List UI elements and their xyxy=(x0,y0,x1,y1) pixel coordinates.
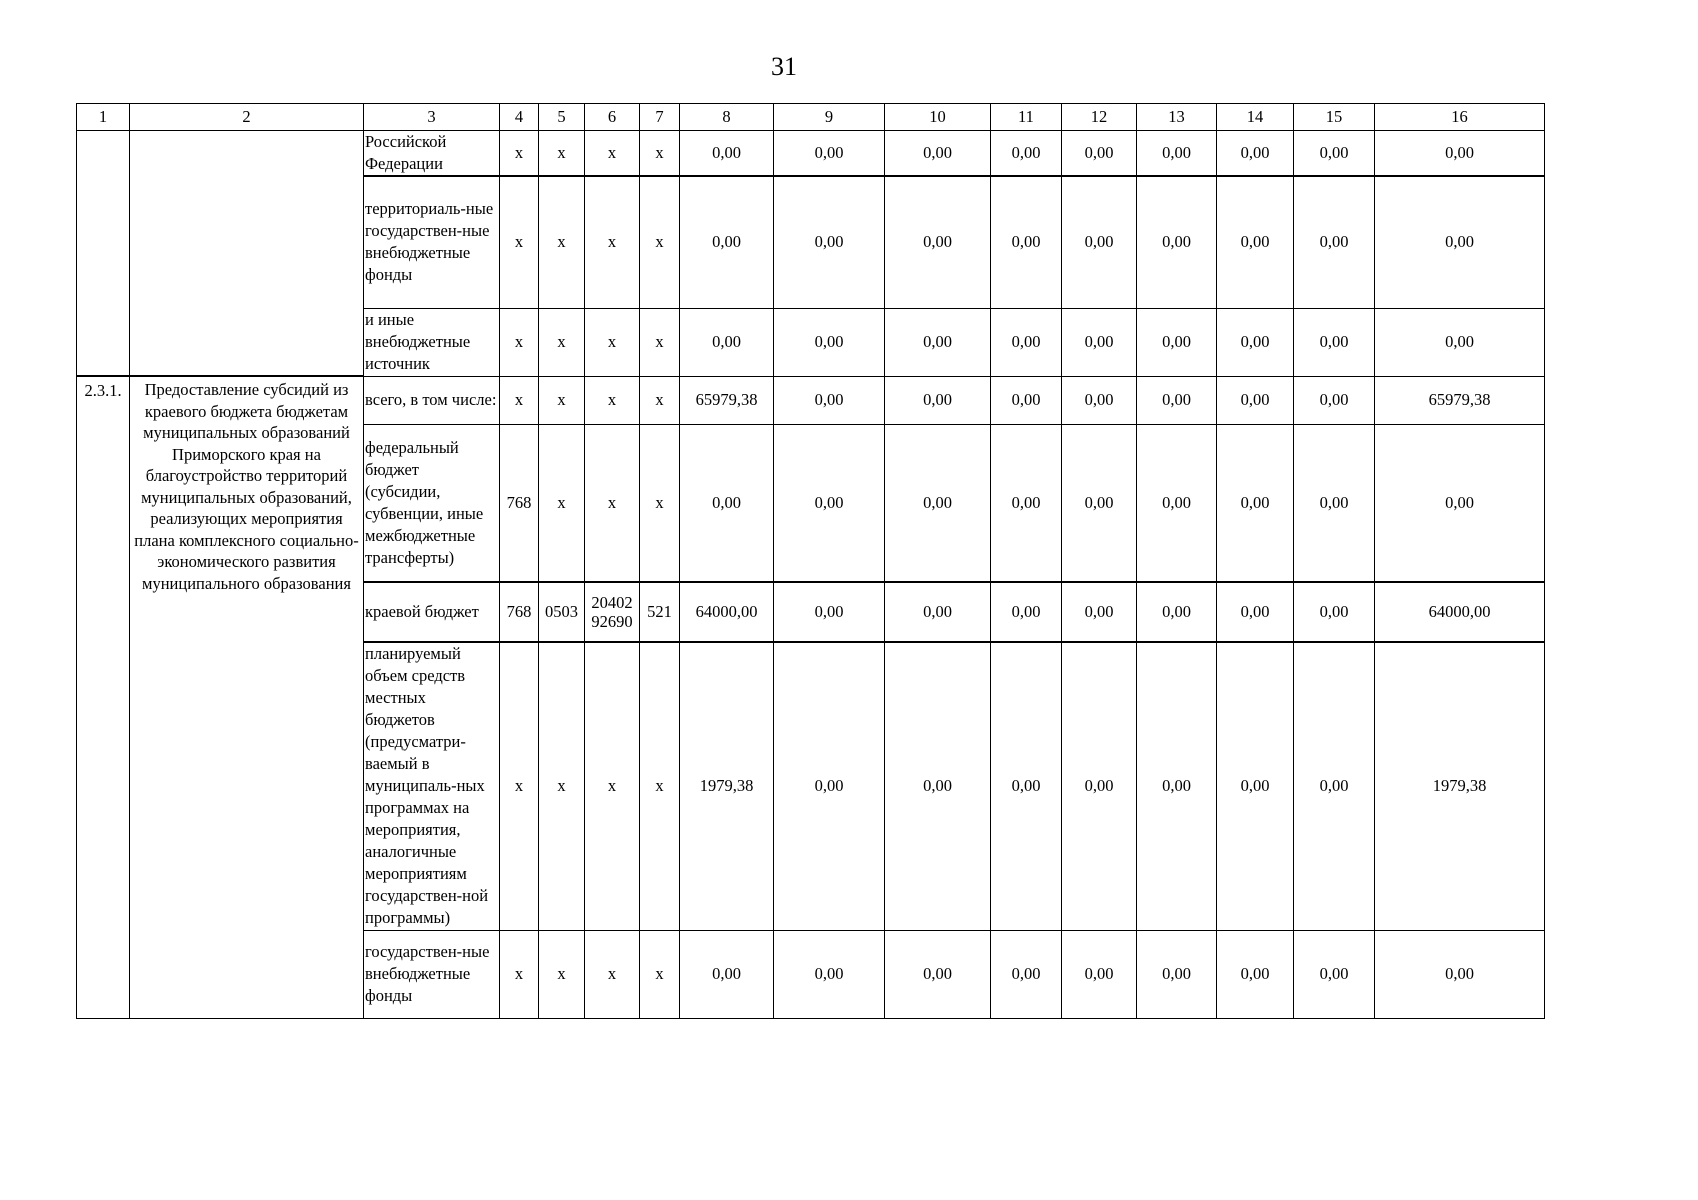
value-cell: 0,00 xyxy=(885,930,991,1018)
value-cell: 65979,38 xyxy=(680,376,774,424)
code-cell: x xyxy=(539,176,585,308)
value-cell: 1979,38 xyxy=(1375,642,1545,930)
value-cell: 0,00 xyxy=(1217,376,1294,424)
code-cell: x xyxy=(539,376,585,424)
code-cell: x xyxy=(500,308,539,376)
value-cell: 0,00 xyxy=(1294,642,1375,930)
value-cell: 0,00 xyxy=(885,424,991,582)
value-cell: 0,00 xyxy=(885,308,991,376)
value-cell: 0,00 xyxy=(1062,176,1137,308)
value-cell: 0,00 xyxy=(774,376,885,424)
value-cell: 0,00 xyxy=(1375,131,1545,177)
value-cell: 0,00 xyxy=(1375,308,1545,376)
value-cell: 0,00 xyxy=(1137,376,1217,424)
header-cell: 11 xyxy=(991,104,1062,131)
value-cell: 0,00 xyxy=(991,642,1062,930)
value-cell: 1979,38 xyxy=(680,642,774,930)
header-cell: 10 xyxy=(885,104,991,131)
value-cell: 0,00 xyxy=(1062,930,1137,1018)
value-cell: 0,00 xyxy=(774,642,885,930)
value-cell: 0,00 xyxy=(774,424,885,582)
header-cell: 12 xyxy=(1062,104,1137,131)
value-cell: 65979,38 xyxy=(1375,376,1545,424)
funding-source-cell: территориаль-ные государствен-ные внебюджетные фонды xyxy=(364,176,500,308)
code-cell: x xyxy=(640,176,680,308)
value-cell: 0,00 xyxy=(1294,930,1375,1018)
code-cell: 0503 xyxy=(539,582,585,642)
value-cell: 0,00 xyxy=(1294,308,1375,376)
header-cell: 7 xyxy=(640,104,680,131)
funding-source-cell: краевой бюджет xyxy=(364,582,500,642)
section-number-cell xyxy=(77,131,130,377)
value-cell: 0,00 xyxy=(1294,424,1375,582)
header-cell: 1 xyxy=(77,104,130,131)
value-cell: 0,00 xyxy=(774,582,885,642)
code-cell: x xyxy=(640,308,680,376)
code-cell: x xyxy=(500,176,539,308)
section-description-cell: Предоставление субсидий из краевого бюджета бюджетам муниципальных образований Приморского края на благоустройство территорий муниципальных образований, реализующих мероприятия плана комплексного социально-экономического развития муниципального образования xyxy=(130,376,364,1018)
value-cell: 0,00 xyxy=(1217,424,1294,582)
code-cell: x xyxy=(585,642,640,930)
code-cell: x xyxy=(539,642,585,930)
table-row xyxy=(77,376,1545,424)
header-cell: 9 xyxy=(774,104,885,131)
section-description-cell xyxy=(130,131,364,377)
header-cell: 6 xyxy=(585,104,640,131)
header-row xyxy=(77,104,1545,131)
value-cell: 0,00 xyxy=(1062,308,1137,376)
code-cell: x xyxy=(500,131,539,177)
value-cell: 0,00 xyxy=(680,131,774,177)
code-cell: 768 xyxy=(500,582,539,642)
value-cell: 0,00 xyxy=(774,930,885,1018)
value-cell: 0,00 xyxy=(680,308,774,376)
value-cell: 0,00 xyxy=(991,582,1062,642)
code-cell: x xyxy=(640,424,680,582)
header-cell: 8 xyxy=(680,104,774,131)
value-cell: 0,00 xyxy=(1062,642,1137,930)
code-cell: x xyxy=(585,424,640,582)
code-cell: 521 xyxy=(640,582,680,642)
value-cell: 0,00 xyxy=(1062,376,1137,424)
value-cell: 0,00 xyxy=(991,308,1062,376)
code-cell: 768 xyxy=(500,424,539,582)
value-cell: 0,00 xyxy=(1137,176,1217,308)
value-cell: 0,00 xyxy=(774,308,885,376)
code-cell: x xyxy=(640,376,680,424)
value-cell: 0,00 xyxy=(885,131,991,177)
code-cell: x xyxy=(585,376,640,424)
value-cell: 0,00 xyxy=(885,176,991,308)
value-cell: 0,00 xyxy=(991,176,1062,308)
header-cell: 4 xyxy=(500,104,539,131)
code-cell: 20402 92690 xyxy=(585,582,640,642)
funding-source-cell: государствен-ные внебюджетные фонды xyxy=(364,930,500,1018)
code-cell: x xyxy=(585,176,640,308)
value-cell: 0,00 xyxy=(1294,176,1375,308)
value-cell: 0,00 xyxy=(1217,642,1294,930)
value-cell: 0,00 xyxy=(885,582,991,642)
value-cell: 0,00 xyxy=(1137,131,1217,177)
value-cell: 0,00 xyxy=(1062,582,1137,642)
page-number: 31 xyxy=(771,52,797,81)
value-cell: 0,00 xyxy=(680,176,774,308)
value-cell: 0,00 xyxy=(1217,308,1294,376)
code-cell: x xyxy=(539,930,585,1018)
code-cell: x xyxy=(585,131,640,177)
code-cell: x xyxy=(640,930,680,1018)
value-cell: 0,00 xyxy=(1217,131,1294,177)
value-cell: 0,00 xyxy=(774,176,885,308)
code-cell: x xyxy=(500,376,539,424)
value-cell: 0,00 xyxy=(1137,308,1217,376)
header-cell: 13 xyxy=(1137,104,1217,131)
header-cell: 2 xyxy=(130,104,364,131)
value-cell: 0,00 xyxy=(991,376,1062,424)
funding-source-cell: Российской Федерации xyxy=(364,131,500,177)
funding-source-cell: всего, в том числе: xyxy=(364,376,500,424)
value-cell: 0,00 xyxy=(680,930,774,1018)
value-cell: 0,00 xyxy=(1137,642,1217,930)
code-cell: x xyxy=(500,642,539,930)
value-cell: 0,00 xyxy=(680,424,774,582)
table-row xyxy=(77,131,1545,177)
header-cell: 3 xyxy=(364,104,500,131)
code-cell: x xyxy=(500,930,539,1018)
code-cell: x xyxy=(539,131,585,177)
value-cell: 0,00 xyxy=(1294,376,1375,424)
value-cell: 64000,00 xyxy=(1375,582,1545,642)
value-cell: 0,00 xyxy=(1137,582,1217,642)
header-cell: 5 xyxy=(539,104,585,131)
value-cell: 0,00 xyxy=(1217,930,1294,1018)
value-cell: 0,00 xyxy=(1062,131,1137,177)
header-cell: 16 xyxy=(1375,104,1545,131)
value-cell: 0,00 xyxy=(1137,930,1217,1018)
funding-source-cell: планируемый объем средств местных бюджетов (предусматри-ваемый в муниципаль-ных программах на мероприятия, аналогичные мероприятиям государствен-ной программы) xyxy=(364,642,500,930)
funding-source-cell: федеральный бюджет (субсидии, субвенции, иные межбюджетные трансферты) xyxy=(364,424,500,582)
code-cell: x xyxy=(539,308,585,376)
value-cell: 0,00 xyxy=(991,930,1062,1018)
budget-table xyxy=(76,103,1545,1019)
header-cell: 15 xyxy=(1294,104,1375,131)
value-cell: 0,00 xyxy=(1375,424,1545,582)
code-cell: x xyxy=(640,131,680,177)
code-cell: x xyxy=(539,424,585,582)
value-cell: 0,00 xyxy=(991,424,1062,582)
value-cell: 0,00 xyxy=(1137,424,1217,582)
value-cell: 0,00 xyxy=(1294,582,1375,642)
value-cell: 0,00 xyxy=(774,131,885,177)
value-cell: 0,00 xyxy=(1062,424,1137,582)
value-cell: 0,00 xyxy=(1375,176,1545,308)
code-cell: x xyxy=(640,642,680,930)
header-cell: 14 xyxy=(1217,104,1294,131)
value-cell: 64000,00 xyxy=(680,582,774,642)
value-cell: 0,00 xyxy=(1375,930,1545,1018)
value-cell: 0,00 xyxy=(1217,582,1294,642)
code-cell: x xyxy=(585,930,640,1018)
value-cell: 0,00 xyxy=(991,131,1062,177)
value-cell: 0,00 xyxy=(1217,176,1294,308)
funding-source-cell: и иные внебюджетные источник xyxy=(364,308,500,376)
value-cell: 0,00 xyxy=(885,642,991,930)
value-cell: 0,00 xyxy=(1294,131,1375,177)
section-number-cell: 2.3.1. xyxy=(77,376,130,1018)
table-body xyxy=(77,104,1545,1019)
code-cell: x xyxy=(585,308,640,376)
value-cell: 0,00 xyxy=(885,376,991,424)
